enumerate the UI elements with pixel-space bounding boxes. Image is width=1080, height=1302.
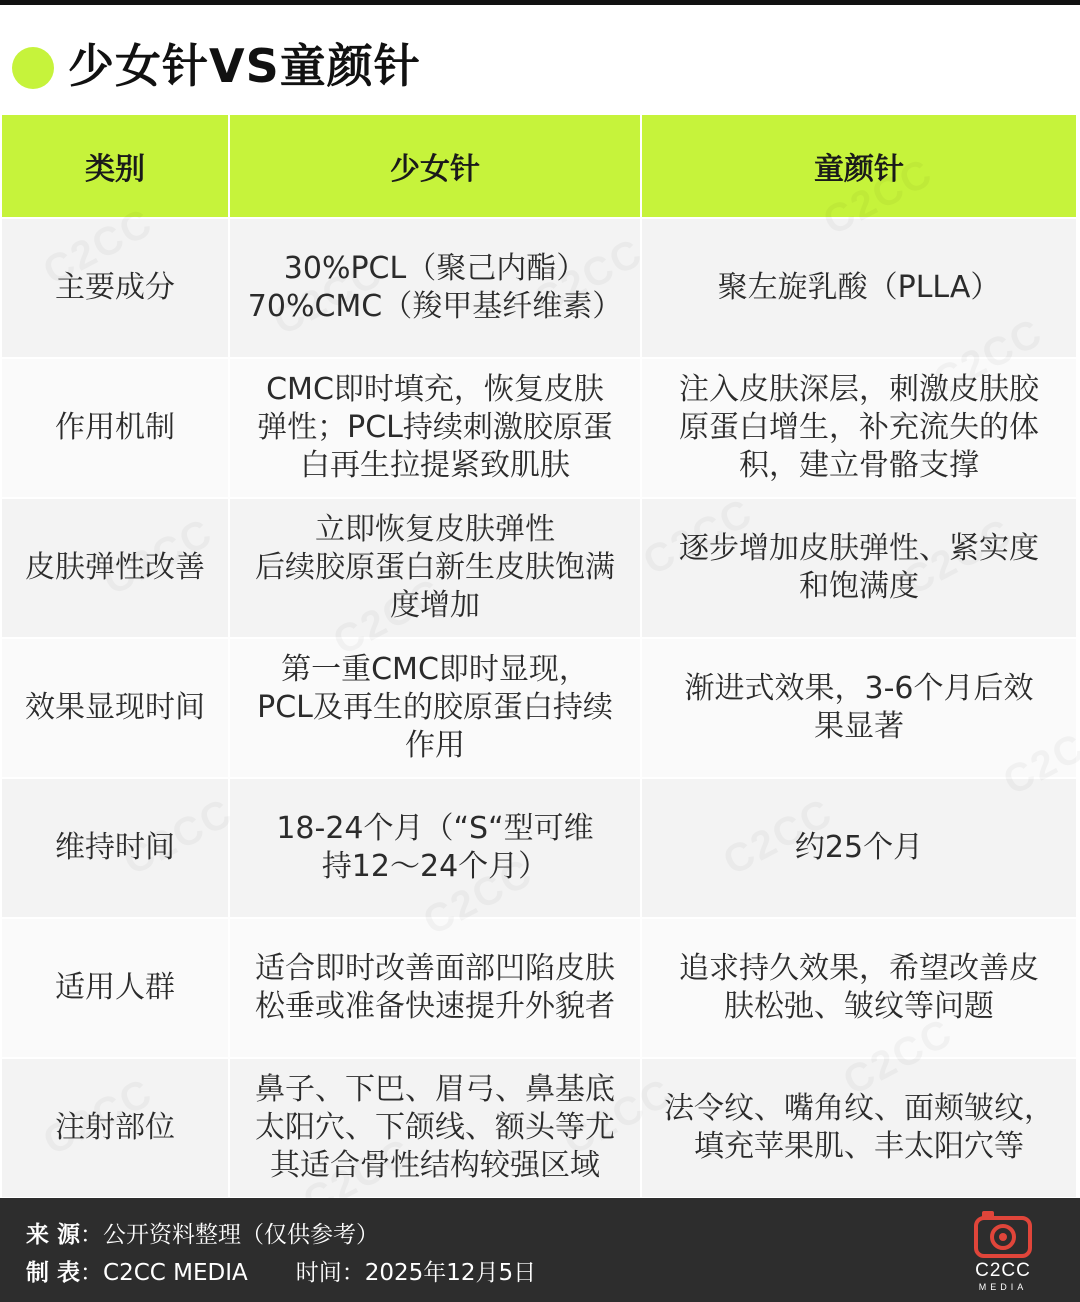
title-dot-icon bbox=[12, 47, 54, 89]
source-label: 来 源 bbox=[26, 1222, 81, 1248]
category-cell: 效果显现时间 bbox=[2, 637, 230, 777]
time-colon: ： bbox=[341, 1260, 365, 1286]
table-row bbox=[2, 637, 1076, 777]
cell-line: 18-24个月（“S“型可维 bbox=[276, 811, 594, 846]
cell-line: 追求持久效果，希望改善皮 bbox=[679, 951, 1039, 986]
title-row bbox=[0, 5, 1080, 115]
logo-text: C2CC bbox=[975, 1260, 1031, 1281]
cell-line: 原蛋白增生，补充流失的体 bbox=[679, 410, 1039, 445]
girl-needle-cell bbox=[230, 917, 642, 1057]
table-header-row bbox=[2, 115, 1076, 217]
girl-needle-cell bbox=[230, 1057, 642, 1197]
comparison-table bbox=[2, 115, 1076, 1197]
table-row bbox=[2, 497, 1076, 637]
cell-line: 70%CMC（羧甲基纤维素） bbox=[247, 289, 623, 324]
baby-needle-cell bbox=[642, 217, 1076, 357]
cell-line: 积，建立骨骼支撑 bbox=[739, 448, 979, 483]
page-title: 少女针VS童颜针 bbox=[68, 39, 421, 93]
cell-line: 持12～24个月） bbox=[321, 849, 549, 884]
cell-line: 渐进式效果，3-6个月后效 bbox=[684, 671, 1034, 706]
cell-line: 弹性；PCL持续刺激胶原蛋 bbox=[257, 410, 613, 445]
cell-line: 肤松弛、皱纹等问题 bbox=[724, 989, 994, 1024]
footer-source bbox=[26, 1220, 379, 1250]
table-row bbox=[2, 917, 1076, 1057]
table-row bbox=[2, 217, 1076, 357]
cell-line: 其适合骨性结构较强区域 bbox=[270, 1148, 600, 1183]
baby-needle-cell bbox=[642, 357, 1076, 497]
footer-maker bbox=[26, 1258, 536, 1288]
category-cell: 维持时间 bbox=[2, 777, 230, 917]
category-cell: 作用机制 bbox=[2, 357, 230, 497]
cell-line: 作用 bbox=[405, 728, 465, 763]
baby-needle-cell bbox=[642, 497, 1076, 637]
table-row bbox=[2, 1057, 1076, 1197]
cell-line: 度增加 bbox=[390, 588, 480, 623]
cell-line: 后续胶原蛋白新生皮肤饱满 bbox=[255, 550, 615, 585]
cell-line: 白再生拉提紧致肌肤 bbox=[300, 448, 570, 483]
c2cc-logo bbox=[968, 1208, 1038, 1294]
category-cell: 主要成分 bbox=[2, 217, 230, 357]
category-cell: 皮肤弹性改善 bbox=[2, 497, 230, 637]
baby-needle-cell bbox=[642, 917, 1076, 1057]
time-value: 2025年12月5日 bbox=[364, 1260, 537, 1286]
cell-line: 适合即时改善面部凹陷皮肤 bbox=[255, 951, 615, 986]
baby-needle-cell bbox=[642, 1057, 1076, 1197]
table-row bbox=[2, 357, 1076, 497]
cell-line: 立即恢复皮肤弹性 bbox=[315, 512, 555, 547]
maker-colon: ： bbox=[80, 1260, 104, 1286]
baby-needle-cell bbox=[642, 637, 1076, 777]
cell-line: 果显著 bbox=[814, 709, 904, 744]
cell-line: 聚左旋乳酸（PLLA） bbox=[717, 270, 1001, 305]
header-baby-needle: 童颜针 bbox=[642, 115, 1076, 217]
camera-icon bbox=[968, 1208, 1038, 1260]
cell-line: 法令纹、嘴角纹、面颊皱纹， bbox=[664, 1091, 1054, 1126]
cell-line: 约25个月 bbox=[794, 830, 924, 865]
cell-line: 太阳穴、下颌线、额头等尤 bbox=[255, 1110, 615, 1145]
header-girl-needle: 少女针 bbox=[230, 115, 642, 217]
maker-label: 制 表 bbox=[26, 1260, 81, 1286]
comparison-table-wrap bbox=[2, 115, 1076, 1197]
girl-needle-cell bbox=[230, 217, 642, 357]
girl-needle-cell bbox=[230, 777, 642, 917]
cell-line: 和饱满度 bbox=[799, 569, 919, 604]
cell-line: 30%PCL（聚己内酯） bbox=[283, 251, 587, 286]
baby-needle-cell bbox=[642, 777, 1076, 917]
cell-line: 第一重CMC即时显现， bbox=[281, 652, 589, 687]
cell-line: 逐步增加皮肤弹性、紧实度 bbox=[679, 531, 1039, 566]
source-value: 公开资料整理（仅供参考） bbox=[103, 1222, 380, 1248]
category-cell: 注射部位 bbox=[2, 1057, 230, 1197]
header-category: 类别 bbox=[2, 115, 230, 217]
source-colon: ： bbox=[80, 1222, 104, 1248]
footer bbox=[0, 1198, 1080, 1302]
cell-line: 填充苹果肌、丰太阳穴等 bbox=[694, 1129, 1024, 1164]
cell-line: 鼻子、下巴、眉弓、鼻基底 bbox=[255, 1072, 615, 1107]
cell-line: 松垂或准备快速提升外貌者 bbox=[255, 989, 615, 1024]
cell-line: CMC即时填充，恢复皮肤 bbox=[266, 372, 604, 407]
cell-line: PCL及再生的胶原蛋白持续 bbox=[257, 690, 613, 725]
category-cell: 适用人群 bbox=[2, 917, 230, 1057]
time-label: 时间 bbox=[295, 1260, 342, 1286]
girl-needle-cell bbox=[230, 637, 642, 777]
logo-subtext: MEDIA bbox=[978, 1282, 1028, 1292]
table-row bbox=[2, 777, 1076, 917]
girl-needle-cell bbox=[230, 357, 642, 497]
maker-value: C2CC MEDIA bbox=[103, 1260, 248, 1286]
cell-line: 注入皮肤深层，刺激皮肤胶 bbox=[679, 372, 1039, 407]
girl-needle-cell bbox=[230, 497, 642, 637]
